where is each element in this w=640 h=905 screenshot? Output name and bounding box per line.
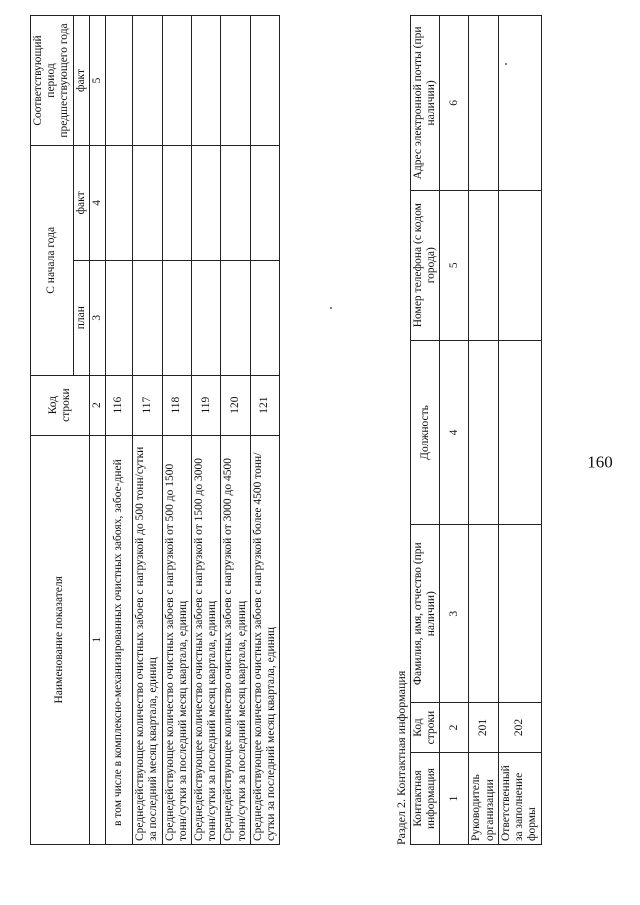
fact-cell [250, 145, 279, 260]
phone-cell [469, 190, 498, 340]
indicator-name: Среднедействующее количество очистных забоев с нагрузкой более 4500 тонн/сутки за последний месяц квартала, единиц [250, 435, 279, 844]
phone-cell [498, 190, 541, 340]
contact-type: Руководитель организации [469, 753, 498, 845]
position-cell [469, 340, 498, 525]
email-cell [498, 16, 541, 191]
plan-cell [106, 260, 133, 375]
fact-cell [106, 145, 133, 260]
scan-speck [505, 63, 507, 65]
fio-cell [469, 525, 498, 703]
table-row [469, 16, 498, 845]
header-fio: Фамилия, имя, отчество (при наличии) [411, 525, 440, 703]
plan-cell [162, 260, 191, 375]
indicator-name: Среднедействующее количество очистных забоев с нагрузкой до 500 тонн/сутки за последний месяц квартала, единиц [133, 435, 162, 844]
column-number: 4 [89, 145, 105, 260]
prev-fact-cell [221, 16, 250, 146]
table-row [106, 16, 133, 845]
table-row [498, 16, 541, 845]
column-number-row [89, 16, 105, 845]
column-number-row [440, 16, 469, 845]
table-row [133, 16, 162, 845]
indicators-table [30, 15, 280, 845]
indicator-name: в том числе в комплексно-механизированных очистных забоях, забое-дней [106, 435, 133, 844]
section-title: Раздел 2. Контактная информация [394, 670, 408, 845]
column-number: 3 [89, 260, 105, 375]
fio-cell [498, 525, 541, 703]
plan-cell [133, 260, 162, 375]
prev-fact-cell [250, 16, 279, 146]
header-email: Адрес электронной почты (при наличии) [411, 16, 440, 191]
contact-info-table [410, 15, 542, 845]
header-fact: факт [73, 145, 89, 260]
column-number: 2 [440, 703, 469, 753]
contact-type: Ответственный за заполнение формы [498, 753, 541, 845]
header-row-code: Код строки [31, 375, 90, 435]
row-code: 120 [221, 375, 250, 435]
header-plan: план [73, 260, 89, 375]
column-number: 1 [89, 435, 105, 844]
header-prev-period: Соответствующий период предшествующего года [31, 16, 74, 146]
header-since-year: С начала года [31, 145, 74, 375]
column-number: 4 [440, 340, 469, 525]
row-code: 202 [498, 703, 541, 753]
plan-cell [250, 260, 279, 375]
row-code: 118 [162, 375, 191, 435]
header-row-code: Код строки [411, 703, 440, 753]
indicator-name: Среднедействующее количество очистных забоев с нагрузкой от 1500 до 3000 тонн/сутки за последний месяц квартала, единиц [191, 435, 220, 844]
prev-fact-cell [133, 16, 162, 146]
prev-fact-cell [162, 16, 191, 146]
plan-cell [191, 260, 220, 375]
table-row [162, 16, 191, 845]
column-number: 2 [89, 375, 105, 435]
indicator-name: Среднедействующее количество очистных забоев с нагрузкой от 500 до 1500 тонн/сутки за последний месяц квартала, единиц [162, 435, 191, 844]
row-code: 119 [191, 375, 220, 435]
table-row [250, 16, 279, 845]
email-cell [469, 16, 498, 191]
table-row [221, 16, 250, 845]
indicator-name: Среднедействующее количество очистных забоев с нагрузкой от 3000 до 4500 тонн/сутки за последний месяц квартала, единиц [221, 435, 250, 844]
table-row [191, 16, 220, 845]
row-code: 201 [469, 703, 498, 753]
header-position: Должность [411, 340, 440, 525]
header-prev-fact: факт [73, 16, 89, 146]
fact-cell [162, 145, 191, 260]
page-number: 160 [587, 452, 613, 472]
column-number: 5 [440, 190, 469, 340]
row-code: 116 [106, 375, 133, 435]
prev-fact-cell [106, 16, 133, 146]
column-number: 5 [89, 16, 105, 146]
header-phone: Номер телефона (с кодом города) [411, 190, 440, 340]
row-code: 121 [250, 375, 279, 435]
column-number: 6 [440, 16, 469, 191]
fact-cell [191, 145, 220, 260]
column-number: 3 [440, 525, 469, 703]
prev-fact-cell [191, 16, 220, 146]
scan-speck [330, 307, 332, 309]
fact-cell [133, 145, 162, 260]
column-number: 1 [440, 753, 469, 845]
plan-cell [221, 260, 250, 375]
row-code: 117 [133, 375, 162, 435]
fact-cell [221, 145, 250, 260]
position-cell [498, 340, 541, 525]
header-contact: Контактная информация [411, 753, 440, 845]
header-indicator-name: Наименование показателя [31, 435, 90, 844]
